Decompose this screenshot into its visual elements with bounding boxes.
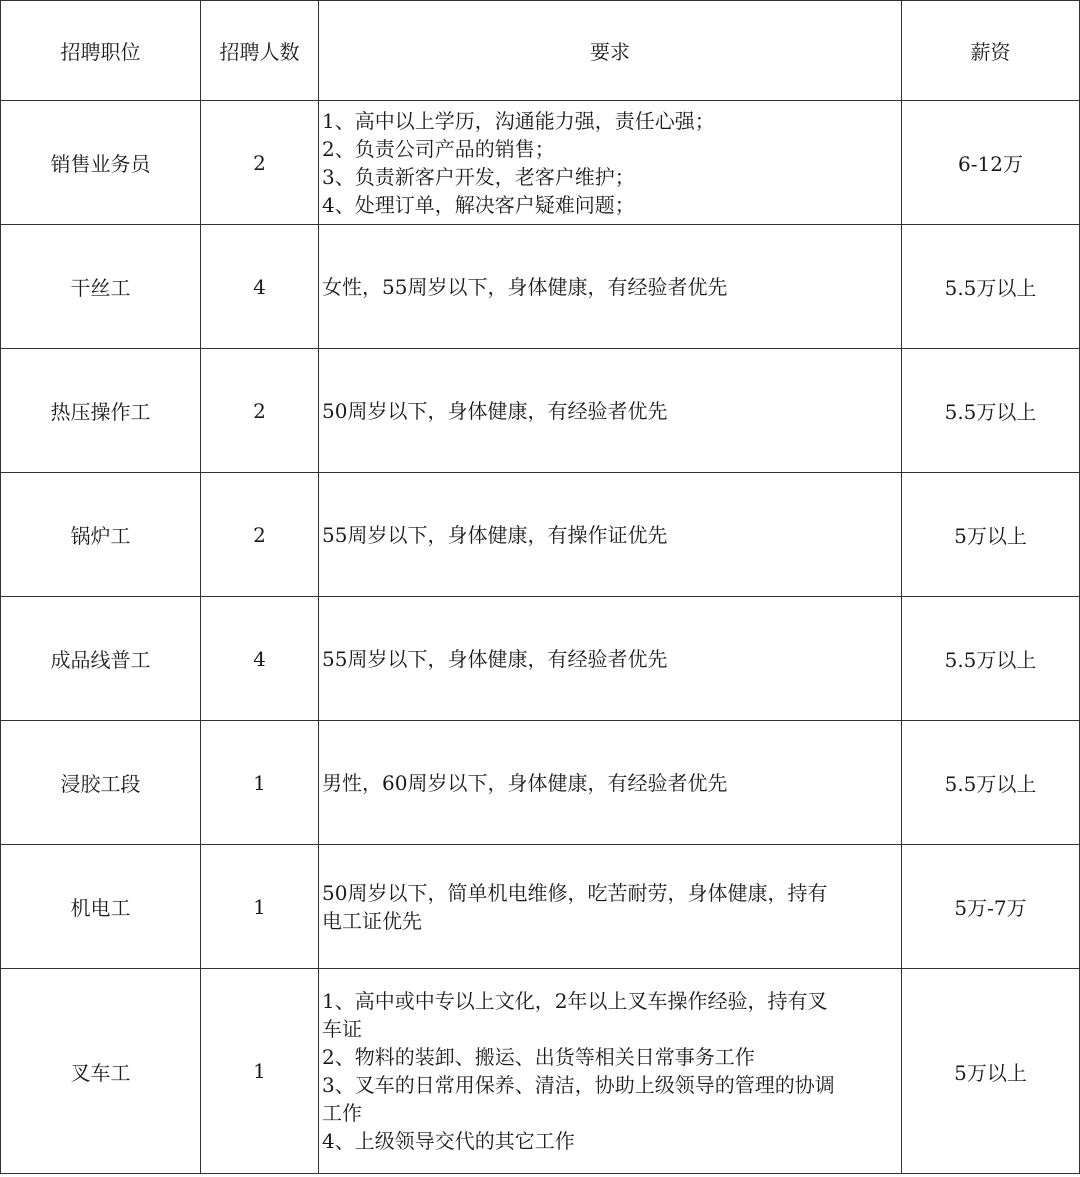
position-cell: 锅炉工 [1,473,201,597]
position-cell: 叉车工 [1,969,201,1174]
requirement-line: 3、叉车的日常用保养、清洁，协助上级领导的管理的协调 [322,1073,835,1097]
count-cell: 2 [201,349,319,473]
position-cell: 机电工 [1,845,201,969]
salary-cell: 5万-7万 [902,845,1080,969]
requirements-cell [319,225,902,349]
salary-cell: 5.5万以上 [902,349,1080,473]
salary-cell: 6-12万 [902,101,1080,225]
table-row [1,721,1080,845]
requirement-line: 工作 [322,1101,362,1125]
requirements-cell [319,597,902,721]
requirements-cell [319,845,902,969]
table-row [1,349,1080,473]
table-row [1,597,1080,721]
header-salary: 薪资 [902,1,1080,101]
requirement-line: 电工证优先 [322,908,422,933]
requirement-line: 4、处理订单，解决客户疑难问题； [322,192,635,217]
table-header-row [1,1,1080,101]
count-cell: 2 [201,101,319,225]
position-cell: 成品线普工 [1,597,201,721]
requirement-line: 4、上级领导交代的其它工作 [322,1129,575,1153]
requirements-cell [319,969,902,1174]
requirements-cell [319,101,902,225]
count-cell: 4 [201,597,319,721]
requirement-line: 2、物料的装卸、搬运、出货等相关日常事务工作 [322,1045,755,1069]
position-cell: 干丝工 [1,225,201,349]
position-cell: 销售业务员 [1,101,201,225]
header-position: 招聘职位 [1,1,201,101]
count-cell: 1 [201,845,319,969]
requirement-line: 3、负责新客户开发，老客户维护； [322,164,635,189]
requirement-line: 50周岁以下，身体健康，有经验者优先 [322,398,668,423]
salary-cell: 5万以上 [902,969,1080,1174]
requirement-line: 55周岁以下，身体健康，有经验者优先 [322,646,668,671]
requirement-line: 2、负责公司产品的销售； [322,136,555,161]
requirements-cell [319,473,902,597]
table-row [1,225,1080,349]
salary-cell: 5.5万以上 [902,597,1080,721]
table-row [1,101,1080,225]
requirement-line: 50周岁以下，简单机电维修，吃苦耐劳，身体健康，持有 [322,880,828,905]
position-cell: 浸胶工段 [1,721,201,845]
count-cell: 1 [201,721,319,845]
count-cell: 1 [201,969,319,1174]
salary-cell: 5.5万以上 [902,721,1080,845]
requirement-line: 1、高中以上学历，沟通能力强，责任心强； [322,108,715,133]
requirement-line: 1、高中或中专以上文化，2年以上叉车操作经验，持有叉 [322,989,828,1013]
count-cell: 2 [201,473,319,597]
salary-cell: 5万以上 [902,473,1080,597]
requirement-line: 男性，60周岁以下，身体健康，有经验者优先 [322,770,728,795]
table-row [1,473,1080,597]
header-requirements: 要求 [319,1,902,101]
count-cell: 4 [201,225,319,349]
requirement-line: 女性，55周岁以下，身体健康，有经验者优先 [322,274,728,299]
requirement-line: 55周岁以下，身体健康，有操作证优先 [322,522,668,547]
salary-cell: 5.5万以上 [902,225,1080,349]
header-count: 招聘人数 [201,1,319,101]
requirements-cell [319,349,902,473]
requirements-cell [319,721,902,845]
position-cell: 热压操作工 [1,349,201,473]
requirement-line: 车证 [322,1017,362,1041]
table-row [1,969,1080,1174]
table-row [1,845,1080,969]
